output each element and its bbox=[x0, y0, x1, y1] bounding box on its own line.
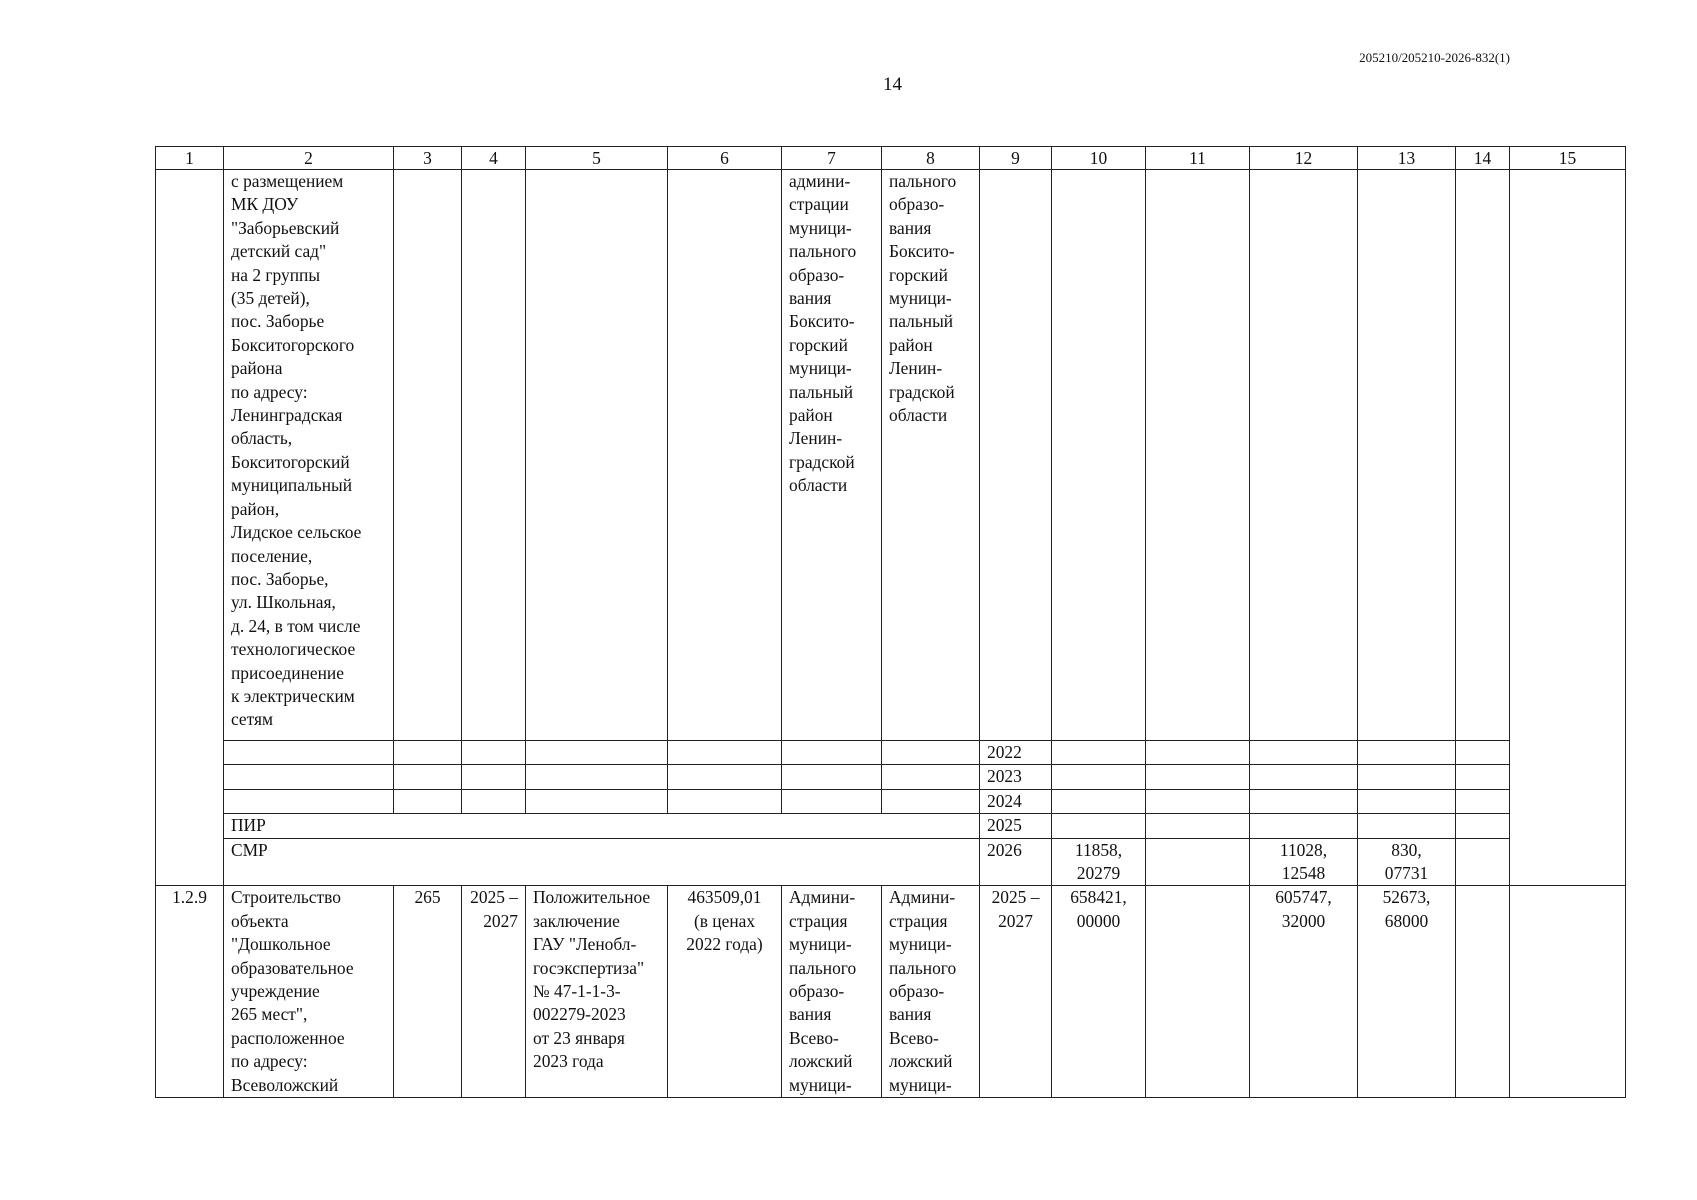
table-cell bbox=[882, 170, 980, 741]
row-number: 1.2.9 bbox=[156, 886, 224, 1098]
amount-cell bbox=[1052, 838, 1146, 886]
amount-cell bbox=[1052, 886, 1146, 1098]
period-text: 2025 – 2027 bbox=[470, 887, 518, 931]
column-header: 12 bbox=[1250, 147, 1358, 170]
column-header: 9 bbox=[980, 147, 1052, 170]
column-header: 1 bbox=[156, 147, 224, 170]
table-cell bbox=[526, 789, 668, 813]
table-header-row bbox=[156, 147, 1626, 170]
table-cell bbox=[224, 765, 394, 789]
customer-cell bbox=[782, 886, 882, 1098]
column-header: 3 bbox=[394, 147, 462, 170]
column-header: 2 bbox=[224, 147, 394, 170]
expertise-cell bbox=[526, 886, 668, 1098]
table-cell bbox=[882, 765, 980, 789]
table-cell bbox=[782, 789, 882, 813]
table-cell bbox=[462, 170, 526, 741]
table-cell bbox=[1052, 789, 1146, 813]
developer-text: пального образо- вания Боксито- горский муници- пальный район Ленин- градской области bbox=[889, 171, 957, 426]
year-cell: 2022 bbox=[980, 741, 1052, 765]
table-cell bbox=[1358, 741, 1456, 765]
year-cell: 2024 bbox=[980, 789, 1052, 813]
table-cell bbox=[526, 765, 668, 789]
table-cell bbox=[1146, 838, 1250, 886]
column-header: 4 bbox=[462, 147, 526, 170]
table-cell bbox=[1052, 741, 1146, 765]
table-cell bbox=[526, 741, 668, 765]
amount-cell bbox=[1250, 838, 1358, 886]
table-cell bbox=[1250, 765, 1358, 789]
cost-cell bbox=[668, 886, 782, 1098]
table-cell bbox=[1358, 789, 1456, 813]
column-header: 7 bbox=[782, 147, 882, 170]
table-cell bbox=[980, 170, 1052, 741]
table-cell bbox=[1456, 170, 1510, 741]
years-text: 2025 – 2027 bbox=[991, 887, 1040, 931]
pir-label: ПИР bbox=[224, 814, 980, 838]
amount-local: 830, 07731 bbox=[1384, 839, 1429, 884]
column-header: 14 bbox=[1456, 147, 1510, 170]
table-cell bbox=[1358, 814, 1456, 838]
table-cell bbox=[1510, 886, 1626, 1098]
amount-total: 11858, 20279 bbox=[1074, 839, 1123, 884]
table-cell bbox=[1146, 170, 1250, 741]
table-cell bbox=[1146, 789, 1250, 813]
smr-row bbox=[156, 838, 1626, 886]
table-cell bbox=[1456, 886, 1510, 1098]
table-cell bbox=[526, 170, 668, 741]
table-cell bbox=[668, 789, 782, 813]
developer-text: Админи- страция муници- пального образо- вания Всево- ложский муници- bbox=[889, 887, 957, 1095]
pir-row bbox=[156, 814, 1626, 838]
table-cell bbox=[462, 765, 526, 789]
table-cell bbox=[1456, 814, 1510, 838]
column-header: 15 bbox=[1510, 147, 1626, 170]
table-cell bbox=[1456, 741, 1510, 765]
column-header: 13 bbox=[1358, 147, 1456, 170]
table-cell bbox=[1146, 765, 1250, 789]
object-description: Строительство объекта "Дошкольное образовательное учреждение 265 мест", расположенное по адресу: Всеволожский bbox=[231, 887, 354, 1095]
table-cell bbox=[882, 741, 980, 765]
table-cell bbox=[394, 741, 462, 765]
table-cell bbox=[668, 765, 782, 789]
table-cell bbox=[782, 741, 882, 765]
object-description-cell bbox=[224, 170, 394, 741]
object-description: с размещением МК ДОУ "Заборьевский детский сад" на 2 группы (35 детей), пос. Заборье Бокситогорского района по адресу: Ленинградская область, Бокситогорский муниципальный район, Лидское сельское поселение, пос. Заборье, ул. Школьная, д. 24, в том числе технологическое присоединение к электрическим сетям bbox=[231, 171, 362, 730]
table-cell bbox=[782, 765, 882, 789]
document-id: 205210/205210-2026-832(1) bbox=[1359, 50, 1510, 65]
table-cell bbox=[1052, 765, 1146, 789]
year-cell: 2026 bbox=[980, 838, 1052, 886]
year-row bbox=[156, 789, 1626, 813]
year-row bbox=[156, 741, 1626, 765]
amount-regional: 605747, 32000 bbox=[1275, 887, 1332, 931]
amount-cell bbox=[1250, 886, 1358, 1098]
table-cell bbox=[1456, 838, 1510, 886]
table-cell bbox=[1146, 814, 1250, 838]
year-cell: 2025 bbox=[980, 814, 1052, 838]
table-cell bbox=[1146, 741, 1250, 765]
object-description-cell bbox=[224, 886, 394, 1098]
column-header: 6 bbox=[668, 147, 782, 170]
table-cell bbox=[1250, 789, 1358, 813]
table-cell bbox=[668, 741, 782, 765]
table-cell bbox=[224, 741, 394, 765]
page-number: 14 bbox=[883, 74, 902, 95]
table-cell bbox=[1146, 886, 1250, 1098]
amount-cell bbox=[1358, 886, 1456, 1098]
smr-label: СМР bbox=[224, 838, 980, 886]
table-cell bbox=[1456, 789, 1510, 813]
amount-local: 52673, 68000 bbox=[1382, 887, 1431, 931]
table-cell bbox=[1358, 170, 1456, 741]
year-row bbox=[156, 765, 1626, 789]
amount-total: 658421, 00000 bbox=[1070, 887, 1127, 931]
amount-cell bbox=[1358, 838, 1456, 886]
table-cell bbox=[782, 170, 882, 741]
table-cell bbox=[1250, 741, 1358, 765]
table-cell bbox=[1052, 170, 1146, 741]
capacity-cell: 265 bbox=[394, 886, 462, 1098]
table-cell bbox=[1052, 814, 1146, 838]
table-row bbox=[156, 886, 1626, 1098]
cost-text: 463509,01 (в ценах 2022 года) bbox=[686, 887, 763, 955]
table-cell bbox=[156, 170, 224, 886]
table-cell bbox=[462, 741, 526, 765]
table-cell bbox=[1358, 765, 1456, 789]
table-cell bbox=[224, 789, 394, 813]
column-header: 5 bbox=[526, 147, 668, 170]
years-cell bbox=[980, 886, 1052, 1098]
column-header: 8 bbox=[882, 147, 980, 170]
customer-text: админи- страции муници- пального образо- вания Боксито- горский муници- пальный район Ленин- градской области bbox=[789, 171, 857, 496]
amount-regional: 11028, 12548 bbox=[1279, 839, 1328, 884]
table-cell bbox=[394, 170, 462, 741]
table-cell bbox=[1250, 814, 1358, 838]
year-cell: 2023 bbox=[980, 765, 1052, 789]
table-cell bbox=[882, 789, 980, 813]
customer-text: Админи- страция муници- пального образо- вания Всево- ложский муници- bbox=[789, 887, 857, 1095]
expertise-text: Положительное заключение ГАУ "Ленобл- госэкспертиза" № 47-1-1-3- 002279-2023 от 23 января 2023 года bbox=[533, 887, 651, 1072]
table-cell bbox=[462, 789, 526, 813]
developer-cell bbox=[882, 886, 980, 1098]
table-cell bbox=[394, 765, 462, 789]
table-cell bbox=[1250, 170, 1358, 741]
table-cell bbox=[394, 789, 462, 813]
column-header: 10 bbox=[1052, 147, 1146, 170]
data-table bbox=[155, 146, 1626, 1098]
table-cell bbox=[1510, 170, 1626, 886]
period-cell bbox=[462, 886, 526, 1098]
table-cell bbox=[1456, 765, 1510, 789]
table-cell bbox=[668, 170, 782, 741]
table-row bbox=[156, 170, 1626, 741]
column-header: 11 bbox=[1146, 147, 1250, 170]
